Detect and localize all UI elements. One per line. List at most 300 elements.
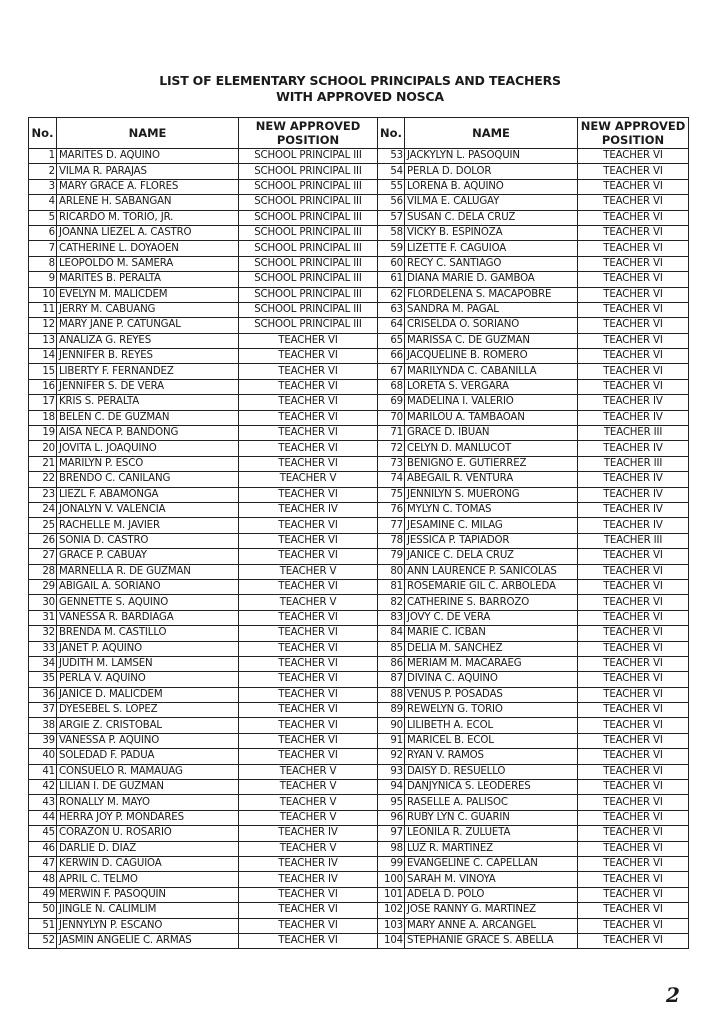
cell-position: TEACHER VI — [239, 533, 378, 548]
cell-number: 56 — [378, 195, 405, 210]
cell-number: 60 — [378, 256, 405, 271]
cell-name: MARITES B. PERALTA — [57, 272, 239, 287]
cell-number: 48 — [29, 872, 57, 887]
cell-number: 36 — [29, 687, 57, 702]
cell-name: EVELYN M. MALICDEM — [57, 287, 239, 302]
cell-position: TEACHER VI — [578, 241, 689, 256]
header-position-line1: NEW APPROVED — [255, 119, 361, 133]
cell-position: TEACHER V — [239, 564, 378, 579]
cell-name: MARILOU A. TAMBAOAN — [405, 410, 578, 425]
table-row — [29, 287, 689, 302]
cell-number: 28 — [29, 564, 57, 579]
cell-name: GENNETTE S. AQUINO — [57, 595, 239, 610]
cell-name: BRENDA M. CASTILLO — [57, 626, 239, 641]
cell-position: TEACHER VI — [239, 456, 378, 471]
cell-number: 37 — [29, 703, 57, 718]
cell-position: TEACHER IV — [239, 826, 378, 841]
cell-name: BENIGNO E. GUTIERREZ — [405, 456, 578, 471]
cell-position: TEACHER VI — [578, 656, 689, 671]
cell-number: 96 — [378, 810, 405, 825]
cell-number: 82 — [378, 595, 405, 610]
cell-name: JACKYLYN L. PASOQUIN — [405, 149, 578, 164]
cell-number: 88 — [378, 687, 405, 702]
cell-name: LORETA S. VERGARA — [405, 379, 578, 394]
cell-number: 31 — [29, 610, 57, 625]
cell-position: TEACHER VI — [578, 564, 689, 579]
cell-number: 14 — [29, 349, 57, 364]
cell-number: 71 — [378, 426, 405, 441]
cell-name: JERRY M. CABUANG — [57, 302, 239, 317]
cell-number: 46 — [29, 841, 57, 856]
cell-position: TEACHER III — [578, 456, 689, 471]
cell-number: 23 — [29, 487, 57, 502]
cell-number: 33 — [29, 641, 57, 656]
cell-name: JENNILYN S. MUERONG — [405, 487, 578, 502]
cell-position: TEACHER VI — [578, 318, 689, 333]
cell-position: TEACHER VI — [239, 641, 378, 656]
table-row — [29, 379, 689, 394]
cell-name: DYESEBEL S. LOPEZ — [57, 703, 239, 718]
header-position-line2: POSITION — [276, 133, 340, 147]
cell-name: VILMA E. CALUGAY — [405, 195, 578, 210]
cell-name: JESSICA P. TAPIADOR — [405, 533, 578, 548]
table-row — [29, 656, 689, 671]
cell-position: TEACHER IV — [578, 395, 689, 410]
cell-number: 10 — [29, 287, 57, 302]
cell-number: 78 — [378, 533, 405, 548]
cell-name: CORAZON U. ROSARIO — [57, 826, 239, 841]
cell-position: SCHOOL PRINCIPAL III — [239, 272, 378, 287]
cell-position: TEACHER VI — [578, 887, 689, 902]
cell-number: 87 — [378, 672, 405, 687]
cell-name: STEPHANIE GRACE S. ABELLA — [405, 933, 578, 948]
cell-position: TEACHER VI — [239, 364, 378, 379]
cell-name: MARIE C. ICBAN — [405, 626, 578, 641]
cell-position: TEACHER VI — [578, 826, 689, 841]
cell-number: 70 — [378, 410, 405, 425]
cell-number: 45 — [29, 826, 57, 841]
cell-number: 91 — [378, 733, 405, 748]
table-row — [29, 549, 689, 564]
cell-number: 42 — [29, 780, 57, 795]
cell-position: TEACHER IV — [578, 502, 689, 517]
cell-name: RACHELLE M. JAVIER — [57, 518, 239, 533]
cell-name: RYAN V. RAMOS — [405, 749, 578, 764]
table-row — [29, 872, 689, 887]
cell-position: SCHOOL PRINCIPAL III — [239, 149, 378, 164]
cell-number: 85 — [378, 641, 405, 656]
table-row — [29, 749, 689, 764]
cell-name: GRACE P. CABUAY — [57, 549, 239, 564]
cell-position: TEACHER VI — [578, 703, 689, 718]
table-row — [29, 718, 689, 733]
cell-number: 25 — [29, 518, 57, 533]
cell-name: SARAH M. VINOYA — [405, 872, 578, 887]
cell-name: VANESSA P. AQUINO — [57, 733, 239, 748]
cell-name: MARY JANE P. CATUNGAL — [57, 318, 239, 333]
cell-name: SANDRA M. PAGAL — [405, 302, 578, 317]
cell-position: TEACHER IV — [239, 856, 378, 871]
table-row — [29, 564, 689, 579]
cell-name: FLORDELENA S. MACAPOBRE — [405, 287, 578, 302]
table-row — [29, 518, 689, 533]
cell-number: 34 — [29, 656, 57, 671]
table-row — [29, 703, 689, 718]
cell-number: 6 — [29, 225, 57, 240]
cell-number: 16 — [29, 379, 57, 394]
cell-position: TEACHER IV — [578, 487, 689, 502]
document-title-line2: WITH APPROVED NOSCA — [276, 89, 444, 104]
cell-name: LEOPOLDO M. SAMERA — [57, 256, 239, 271]
cell-number: 54 — [378, 164, 405, 179]
table-row — [29, 333, 689, 348]
cell-position: SCHOOL PRINCIPAL III — [239, 164, 378, 179]
cell-number: 13 — [29, 333, 57, 348]
cell-position: TEACHER VI — [578, 225, 689, 240]
cell-name: MARICEL B. ECOL — [405, 733, 578, 748]
cell-number: 80 — [378, 564, 405, 579]
cell-name: DANJYNICA S. LEODERES — [405, 780, 578, 795]
cell-position: TEACHER VI — [239, 579, 378, 594]
cell-number: 79 — [378, 549, 405, 564]
cell-position: TEACHER VI — [239, 718, 378, 733]
table-row — [29, 933, 689, 948]
cell-position: TEACHER VI — [239, 903, 378, 918]
cell-name: VANESSA R. BARDIAGA — [57, 610, 239, 625]
cell-name: KRIS S. PERALTA — [57, 395, 239, 410]
cell-name: JOANNA LIEZEL A. CASTRO — [57, 225, 239, 240]
table-header-row — [29, 118, 689, 149]
table-row — [29, 441, 689, 456]
cell-number: 104 — [378, 933, 405, 948]
cell-number: 38 — [29, 718, 57, 733]
cell-position: TEACHER VI — [578, 733, 689, 748]
cell-name: JENNIFER S. DE VERA — [57, 379, 239, 394]
cell-position: TEACHER VI — [578, 272, 689, 287]
cell-name: DIANA MARIE D. GAMBOA — [405, 272, 578, 287]
cell-position: TEACHER III — [578, 533, 689, 548]
cell-position: TEACHER VI — [578, 764, 689, 779]
cell-position: TEACHER VI — [239, 518, 378, 533]
cell-number: 8 — [29, 256, 57, 271]
cell-name: ARGIE Z. CRISTOBAL — [57, 718, 239, 733]
cell-position: TEACHER V — [239, 764, 378, 779]
cell-position: TEACHER VI — [578, 595, 689, 610]
table-row — [29, 272, 689, 287]
table-row — [29, 841, 689, 856]
cell-position: TEACHER VI — [578, 810, 689, 825]
cell-position: TEACHER VI — [239, 703, 378, 718]
table-row — [29, 502, 689, 517]
cell-position: TEACHER VI — [239, 426, 378, 441]
cell-position: TEACHER VI — [239, 349, 378, 364]
cell-name: HERRA JOY P. MONDARES — [57, 810, 239, 825]
cell-number: 64 — [378, 318, 405, 333]
cell-position: TEACHER VI — [578, 195, 689, 210]
cell-number: 22 — [29, 472, 57, 487]
table-row — [29, 149, 689, 164]
cell-number: 29 — [29, 579, 57, 594]
cell-name: RICARDO M. TORIO, JR. — [57, 210, 239, 225]
cell-number: 19 — [29, 426, 57, 441]
cell-name: EVANGELINE C. CAPELLAN — [405, 856, 578, 871]
table-row — [29, 395, 689, 410]
cell-name: MARY GRACE A. FLORES — [57, 179, 239, 194]
table-row — [29, 826, 689, 841]
cell-name: MARNELLA R. DE GUZMAN — [57, 564, 239, 579]
cell-number: 69 — [378, 395, 405, 410]
cell-position: TEACHER VI — [578, 933, 689, 948]
cell-position: TEACHER VI — [239, 887, 378, 902]
cell-number: 66 — [378, 349, 405, 364]
table-row — [29, 164, 689, 179]
cell-name: DARLIE D. DIAZ — [57, 841, 239, 856]
cell-number: 20 — [29, 441, 57, 456]
cell-position: TEACHER VI — [239, 656, 378, 671]
cell-position: TEACHER VI — [578, 918, 689, 933]
cell-name: CONSUELO R. MAMAUAG — [57, 764, 239, 779]
cell-name: ANALIZA G. REYES — [57, 333, 239, 348]
cell-name: JANET P. AQUINO — [57, 641, 239, 656]
cell-number: 5 — [29, 210, 57, 225]
cell-position: TEACHER VI — [578, 795, 689, 810]
table-row — [29, 210, 689, 225]
cell-name: ABEGAIL R. VENTURA — [405, 472, 578, 487]
header-no: No. — [29, 118, 57, 149]
table-row — [29, 856, 689, 871]
cell-name: ARLENE H. SABANGAN — [57, 195, 239, 210]
cell-name: ROSEMARIE GIL C. ARBOLEDA — [405, 579, 578, 594]
header-no: No. — [378, 118, 405, 149]
cell-name: SUSAN C. DELA CRUZ — [405, 210, 578, 225]
cell-position: TEACHER IV — [578, 472, 689, 487]
cell-number: 76 — [378, 502, 405, 517]
cell-number: 62 — [378, 287, 405, 302]
cell-number: 7 — [29, 241, 57, 256]
cell-position: SCHOOL PRINCIPAL III — [239, 318, 378, 333]
cell-number: 73 — [378, 456, 405, 471]
cell-number: 93 — [378, 764, 405, 779]
cell-position: TEACHER VI — [578, 610, 689, 625]
cell-name: JOSE RANNY G. MARTINEZ — [405, 903, 578, 918]
cell-position: TEACHER VI — [578, 903, 689, 918]
cell-number: 35 — [29, 672, 57, 687]
cell-number: 72 — [378, 441, 405, 456]
cell-position: SCHOOL PRINCIPAL III — [239, 179, 378, 194]
cell-position: TEACHER VI — [239, 610, 378, 625]
header-position — [239, 118, 378, 149]
cell-position: SCHOOL PRINCIPAL III — [239, 195, 378, 210]
cell-number: 44 — [29, 810, 57, 825]
cell-name: RECY C. SANTIAGO — [405, 256, 578, 271]
table-row — [29, 795, 689, 810]
cell-name: PERLA D. DOLOR — [405, 164, 578, 179]
cell-name: LIBERTY F. FERNANDEZ — [57, 364, 239, 379]
cell-position: TEACHER VI — [239, 441, 378, 456]
cell-name: ANN LAURENCE P. SANICOLAS — [405, 564, 578, 579]
cell-number: 103 — [378, 918, 405, 933]
cell-name: DAISY D. RESUELLO — [405, 764, 578, 779]
table-row — [29, 626, 689, 641]
table-row — [29, 225, 689, 240]
cell-name: MARILYN P. ESCO — [57, 456, 239, 471]
cell-position: TEACHER III — [578, 426, 689, 441]
cell-number: 86 — [378, 656, 405, 671]
cell-number: 57 — [378, 210, 405, 225]
cell-name: LILIBETH A. ECOL — [405, 718, 578, 733]
table-row — [29, 179, 689, 194]
cell-number: 9 — [29, 272, 57, 287]
cell-number: 32 — [29, 626, 57, 641]
cell-position: TEACHER VI — [578, 349, 689, 364]
cell-position: TEACHER VI — [239, 626, 378, 641]
cell-position: TEACHER V — [239, 595, 378, 610]
cell-name: LORENA B. AQUINO — [405, 179, 578, 194]
cell-position: TEACHER VI — [578, 641, 689, 656]
cell-number: 2 — [29, 164, 57, 179]
cell-position: TEACHER VI — [239, 333, 378, 348]
cell-name: CELYN D. MANLUCOT — [405, 441, 578, 456]
cell-number: 68 — [378, 379, 405, 394]
cell-number: 1 — [29, 149, 57, 164]
table-row — [29, 672, 689, 687]
cell-number: 17 — [29, 395, 57, 410]
cell-position: SCHOOL PRINCIPAL III — [239, 241, 378, 256]
table-row — [29, 302, 689, 317]
nosca-table — [28, 117, 689, 949]
cell-name: JANICE C. DELA CRUZ — [405, 549, 578, 564]
table-row — [29, 410, 689, 425]
cell-number: 95 — [378, 795, 405, 810]
cell-name: GRACE D. IBUAN — [405, 426, 578, 441]
cell-position: TEACHER VI — [578, 256, 689, 271]
table-row — [29, 595, 689, 610]
cell-position: TEACHER VI — [578, 718, 689, 733]
cell-position: SCHOOL PRINCIPAL III — [239, 287, 378, 302]
cell-number: 55 — [378, 179, 405, 194]
cell-name: ADELA D. POLO — [405, 887, 578, 902]
cell-name: JOVITA L. JOAQUINO — [57, 441, 239, 456]
header-position-line2: POSITION — [601, 133, 665, 147]
cell-name: ABIGAIL A. SORIANO — [57, 579, 239, 594]
cell-position: TEACHER VI — [239, 672, 378, 687]
cell-name: CATHERINE L. DOYAOEN — [57, 241, 239, 256]
cell-position: TEACHER IV — [578, 441, 689, 456]
table-row — [29, 579, 689, 594]
table-row — [29, 364, 689, 379]
cell-number: 98 — [378, 841, 405, 856]
cell-name: LILIAN I. DE GUZMAN — [57, 780, 239, 795]
cell-position: TEACHER IV — [578, 410, 689, 425]
cell-name: MERIAM M. MACARAEG — [405, 656, 578, 671]
table-row — [29, 903, 689, 918]
cell-name: RUBY LYN C. GUARIN — [405, 810, 578, 825]
cell-number: 50 — [29, 903, 57, 918]
cell-position: TEACHER VI — [239, 749, 378, 764]
cell-name: LEONILA R. ZULUETA — [405, 826, 578, 841]
table-row — [29, 764, 689, 779]
cell-name: JESAMINE C. MILAG — [405, 518, 578, 533]
table-row — [29, 256, 689, 271]
table-row — [29, 810, 689, 825]
cell-position: TEACHER VI — [578, 672, 689, 687]
cell-name: MARY ANNE A. ARCANGEL — [405, 918, 578, 933]
cell-number: 102 — [378, 903, 405, 918]
header-position-line1: NEW APPROVED — [580, 119, 686, 133]
cell-number: 53 — [378, 149, 405, 164]
cell-number: 67 — [378, 364, 405, 379]
table-row — [29, 887, 689, 902]
cell-position: TEACHER VI — [578, 210, 689, 225]
cell-position: TEACHER IV — [239, 502, 378, 517]
cell-name: KERWIN D. CAGUIOA — [57, 856, 239, 871]
cell-name: MARILYNDA C. CABANILLA — [405, 364, 578, 379]
cell-number: 4 — [29, 195, 57, 210]
cell-position: TEACHER VI — [239, 379, 378, 394]
table-row — [29, 241, 689, 256]
cell-number: 40 — [29, 749, 57, 764]
cell-position: TEACHER VI — [578, 579, 689, 594]
table-row — [29, 426, 689, 441]
cell-name: RASELLE A. PALISOC — [405, 795, 578, 810]
cell-position: TEACHER VI — [578, 164, 689, 179]
cell-name: JASMIN ANGELIE C. ARMAS — [57, 933, 239, 948]
cell-name: APRIL C. TELMO — [57, 872, 239, 887]
table-row — [29, 472, 689, 487]
cell-number: 26 — [29, 533, 57, 548]
cell-number: 83 — [378, 610, 405, 625]
cell-position: TEACHER VI — [578, 149, 689, 164]
cell-number: 43 — [29, 795, 57, 810]
cell-position: TEACHER VI — [239, 687, 378, 702]
cell-position: TEACHER VI — [578, 687, 689, 702]
cell-number: 89 — [378, 703, 405, 718]
cell-number: 3 — [29, 179, 57, 194]
cell-name: PERLA V. AQUINO — [57, 672, 239, 687]
cell-position: SCHOOL PRINCIPAL III — [239, 256, 378, 271]
cell-number: 15 — [29, 364, 57, 379]
table-row — [29, 733, 689, 748]
cell-number: 58 — [378, 225, 405, 240]
cell-number: 65 — [378, 333, 405, 348]
cell-name: JONALYN V. VALENCIA — [57, 502, 239, 517]
cell-number: 39 — [29, 733, 57, 748]
cell-number: 63 — [378, 302, 405, 317]
cell-name: SOLEDAD F. PADUA — [57, 749, 239, 764]
cell-name: LIEZL F. ABAMONGA — [57, 487, 239, 502]
cell-position: TEACHER VI — [578, 856, 689, 871]
table-row — [29, 487, 689, 502]
cell-position: TEACHER VI — [578, 780, 689, 795]
cell-name: LUZ R. MARTINEZ — [405, 841, 578, 856]
cell-position: TEACHER VI — [578, 872, 689, 887]
cell-name: MARITES D. AQUINO — [57, 149, 239, 164]
cell-number: 41 — [29, 764, 57, 779]
cell-position: TEACHER IV — [578, 518, 689, 533]
table-row — [29, 456, 689, 471]
cell-position: TEACHER V — [239, 810, 378, 825]
cell-name: MARISSA C. DE GUZMAN — [405, 333, 578, 348]
cell-name: MERWIN F. PASOQUIN — [57, 887, 239, 902]
cell-number: 21 — [29, 456, 57, 471]
cell-number: 101 — [378, 887, 405, 902]
cell-position: TEACHER VI — [239, 549, 378, 564]
cell-position: TEACHER V — [239, 472, 378, 487]
document-title-line1: LIST OF ELEMENTARY SCHOOL PRINCIPALS AND TEACHERS — [159, 73, 561, 88]
cell-name: BRENDO C. CANILANG — [57, 472, 239, 487]
cell-name: JANICE D. MALICDEM — [57, 687, 239, 702]
cell-number: 30 — [29, 595, 57, 610]
